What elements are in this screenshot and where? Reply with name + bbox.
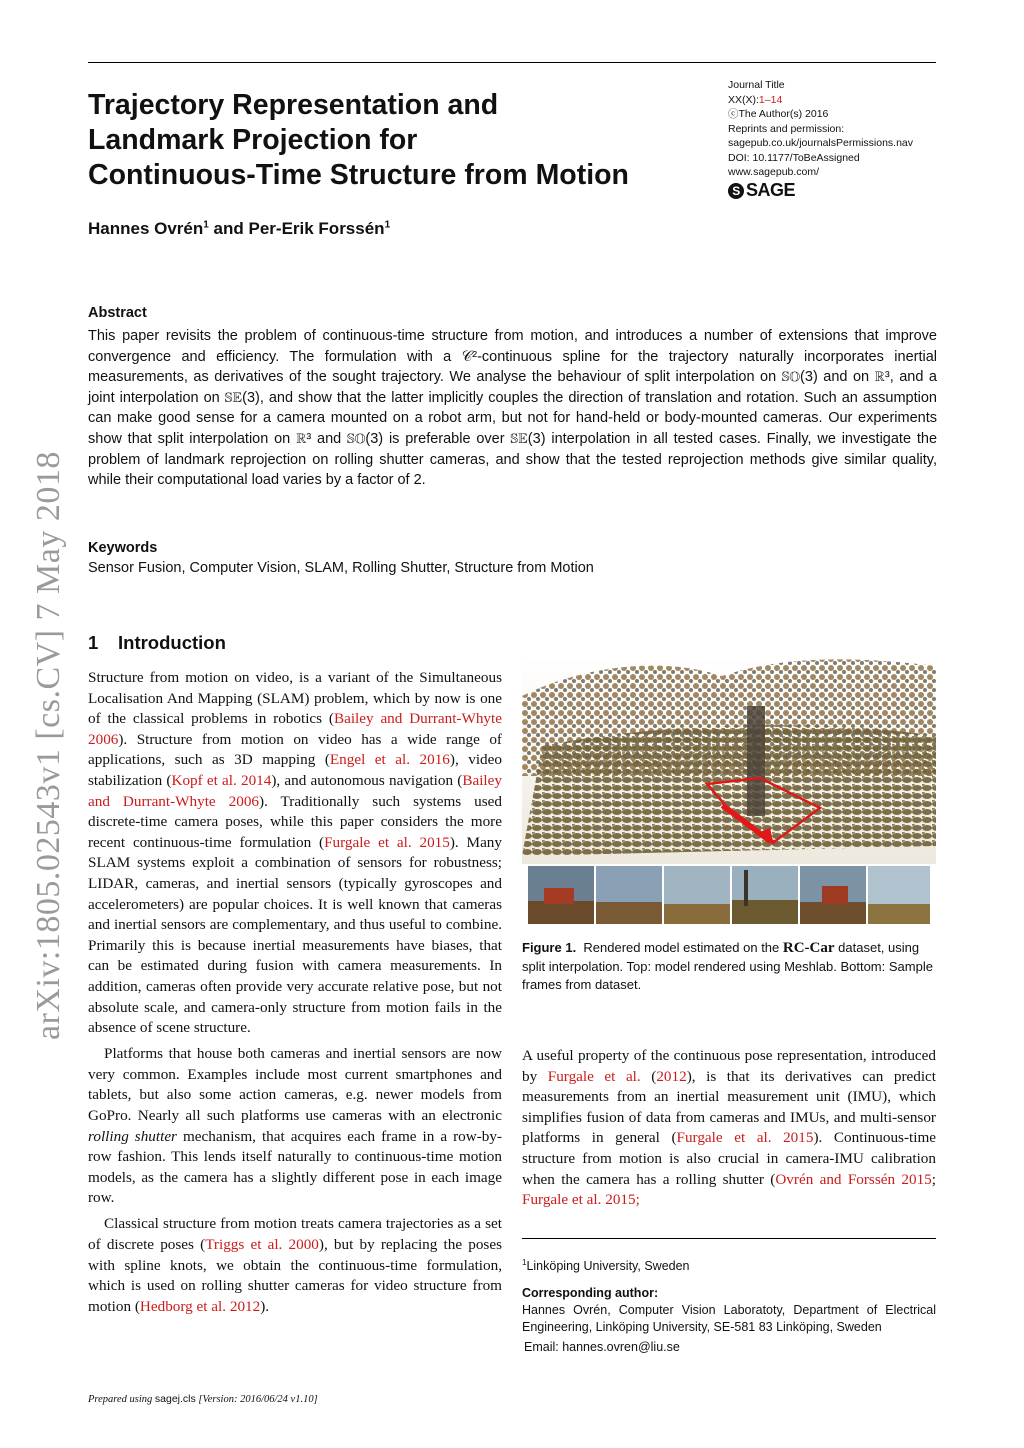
citation-link[interactable]: Kopf et al. 2014 xyxy=(171,771,272,789)
sample-frames-strip xyxy=(528,866,930,924)
citation-link[interactable]: Bailey and Durrant-Whyte 2006 xyxy=(88,710,502,748)
corresponding-email[interactable]: Email: hannes.ovren@liu.se xyxy=(524,1340,680,1354)
citation-link[interactable]: Hedborg et al. 2012 xyxy=(139,1297,261,1315)
arxiv-stamp: arXiv:1805.02543v1 [cs.CV] 7 May 2018 xyxy=(30,451,67,1040)
affiliation-footnote: $^1$Linköping University, Sweden xyxy=(522,1258,690,1274)
journal-permissions-url[interactable]: sagepub.co.uk/journalsPermissions.nav xyxy=(728,137,914,149)
title-line: Continuous-Time Structure from Motion xyxy=(88,159,629,191)
section-heading: 1 Introduction xyxy=(88,632,226,653)
footnote-rule xyxy=(522,1238,936,1239)
abstract-text: This paper revisits the problem of continuous-time structure from motion, and introduces a number of extensions that improve convergence and efficiency. The formulation with a 𝒞²-continuous spline for the trajectory naturally incorporates inertial measurements, as derivatives of the sought trajectory. We analyse the behaviour of split interpolation on 𝕊𝕆(3) and on ℝ³, and a joint interpolation on 𝕊𝔼(3), and show that the latter implicitly couples the direction of translation and rotation. Such an assumption can make good sense for a camera mounted on a robot arm, but not for hand-held or body-mounted cameras. Our experiments show that split interpolation on ℝ³ and 𝕊𝕆(3) is preferable over 𝕊𝔼(3) interpolation in all tested cases. Finally, we investigate the problem of landmark reprojection on rolling shutter cameras, and show that the tested reprojection methods give similar quality, while their computational load varies by a factor of 2. xyxy=(88,328,938,489)
title-line: Landmark Projection for xyxy=(88,124,418,156)
paragraph: Platforms that house both cameras and inertial sensors are now very common. Examples include most current smartphones and tablets, but also some action cameras, e.g. newer models from GoPro. Nearly all such platforms use cameras with an electronic rolling shutter mechanism, that acquires each frame in a row-by-row fashion. This lends itself naturally to continuous-time motion models, as the camera has a slightly different pose in each image row. xyxy=(88,1045,502,1207)
citation-link[interactable]: Triggs et al. 2000 xyxy=(205,1236,319,1254)
journal-website[interactable]: www.sagepub.com/ xyxy=(728,166,820,178)
journal-pages[interactable]: 1–14 xyxy=(758,93,783,106)
journal-reprints: Reprints and permission: xyxy=(728,122,845,135)
prepared-using-footer: Prepared using sagej.cls [Version: 2016/06/24 v1.10] xyxy=(88,1393,318,1405)
keywords-heading: Keywords xyxy=(88,540,158,556)
sage-logo-icon: S xyxy=(728,183,744,199)
citation-link[interactable]: Engel et al. 2016 xyxy=(329,751,450,769)
journal-title: Journal Title xyxy=(728,79,785,91)
authors: Hannes Ovrén$^1$ and Per-Erik Forssén$^1$ xyxy=(88,219,391,238)
citation-link[interactable]: 2012 xyxy=(656,1067,687,1085)
corresponding-author-heading: Corresponding author: xyxy=(522,1286,659,1300)
point-cloud-render xyxy=(522,656,936,924)
citation-link[interactable]: Bailey and Durrant-Whyte 2006 xyxy=(88,771,502,810)
left-column xyxy=(88,668,502,1323)
sage-logo: S SAGE xyxy=(728,183,913,199)
citation-link[interactable]: Furgale et al. 2015 xyxy=(676,1129,814,1147)
citation-link[interactable]: Ovrén and Forssén 2015 xyxy=(775,1170,932,1188)
paragraph: Classical structure from motion treats camera trajectories as a set of discrete poses (Triggs et al. 2000), but by replacing the poses with spline knots, we obtain the continuous-time formulation, which is used on rolling shutter cameras for video structure from motion (Hedborg et al. 2012). xyxy=(88,1215,502,1315)
paragraph: Structure from motion on video, is a variant of the Simultaneous Localisation And Mapping (SLAM) problem, which by now is one of the classical problems in robotics (Bailey and Durrant-Whyte 2006). Structure from motion on video has a wide range of applications, such as 3D mapping (Engel et al. 2016), video stabilization (Kopf et al. 2014), and autonomous navigation (Bailey and Durrant-Whyte 2006). Traditionally such systems used discrete-time camera poses, while this paper considers the more recent continuous-time formulation (Furgale et al. 2015). Many SLAM systems exploit a combination of sensors for robustness; LIDAR, cameras, and inertial sensors (typically gyroscopes and accelerometers) are popular choices. It is well known that cameras and inertial sensors are complementary, and thus useful to combine. Primarily this is because inertial measurements have biases, that can be estimated during fusion with camera measurements. In addition, cameras often provide very accurate relative pose, but not absolute scale, and camera-only structure from motion fails in the absence of scene structure. xyxy=(88,669,502,1037)
journal-volume: XX(X):1–14 xyxy=(728,93,783,106)
figure-caption: Figure 1. Rendered model estimated on the RC-Car dataset, using split interpolation. Top: model rendered using Meshlab. Bottom: Sample frames from dataset. xyxy=(522,940,933,992)
journal-doi: DOI: 10.1177/ToBeAssigned xyxy=(728,151,860,164)
right-column xyxy=(522,1046,936,1211)
journal-copyright: ⓒThe Author(s) 2016 xyxy=(728,108,829,120)
corresponding-author-text: Hannes Ovrén, Computer Vision Laboratoty, Department of Electrical Engineering, Linköping University, SE-581 83 Linköping, Sweden xyxy=(522,1303,936,1334)
figure-1-image xyxy=(522,656,936,924)
paragraph: A useful property of the continuous pose representation, introduced by Furgale et al. (2012), is that its derivatives can predict measurements from an inertial measurement unit (IMU), which simplifies fusion of data from cameras and IMUs, and multi-sensor platforms in general (Furgale et al. 2015). Continuous-time structure from motion is also crucial in camera-IMU calibration when the camera has a rolling shutter (Ovrén and Forssén 2015; Furgale et al. 2015; xyxy=(522,1047,937,1209)
abstract-heading: Abstract xyxy=(88,305,147,321)
journal-info xyxy=(728,78,913,199)
citation-link[interactable]: Furgale et al. 2015 xyxy=(324,833,450,851)
title-line: Trajectory Representation and xyxy=(88,89,499,121)
paper-title xyxy=(88,88,688,193)
citation-link[interactable]: Furgale et al. xyxy=(547,1067,641,1085)
keywords-text: Sensor Fusion, Computer Vision, SLAM, Rolling Shutter, Structure from Motion xyxy=(88,560,594,576)
top-rule xyxy=(88,62,936,63)
citation-link[interactable]: Furgale et al. 2015 xyxy=(522,1191,636,1209)
